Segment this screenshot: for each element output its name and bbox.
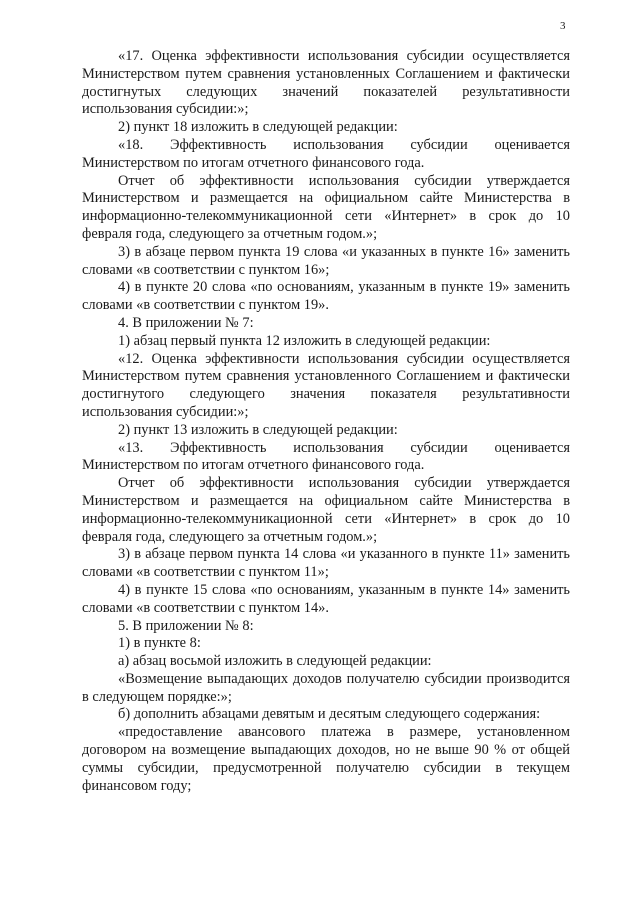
paragraph: 5. В приложении № 8: [118, 617, 254, 634]
paragraph: 4. В приложении № 7: [118, 314, 254, 331]
document-body [82, 48, 570, 795]
paragraph: «18. Эффективность использования субсидии оценивается Министерством по итогам отчетного финансового года. [82, 136, 570, 171]
paragraph: «17. Оценка эффективности использования субсидии осуществляется Министерством путем сравнения установленных Соглашением и фактически достигнутых следующих значений показателей результативности использования субсидии:»; [82, 48, 570, 118]
paragraph: «13. Эффективность использования субсидии оценивается Министерством по итогам отчетного финансового года. [82, 439, 570, 474]
paragraph: «Возмещение выпадающих доходов получателю субсидии производится в следующем порядке:»; [82, 670, 570, 705]
paragraph: Отчет об эффективности использования субсидии утверждается Министерством и размещается на официальном сайте Министерства в информационно-телекоммуникационной сети «Интернет» в срок до 10 февраля года, следующего за отчетным годом.»; [82, 475, 570, 545]
paragraph: 1) абзац первый пункта 12 изложить в следующей редакции: [118, 332, 491, 349]
paragraph: 4) в пункте 15 слова «по основаниям, указанным в пункте 14» заменить словами «в соответствии с пунктом 14». [82, 581, 570, 616]
paragraph: 2) пункт 13 изложить в следующей редакции: [118, 421, 398, 438]
paragraph: 2) пункт 18 изложить в следующей редакции: [118, 119, 398, 136]
paragraph: б) дополнить абзацами девятым и десятым следующего содержания: [118, 706, 541, 723]
paragraph: 1) в пункте 8: [118, 635, 201, 652]
paragraph: 4) в пункте 20 слова «по основаниям, указанным в пункте 19» заменить словами «в соответствии с пунктом 19». [82, 279, 570, 314]
paragraph: 3) в абзаце первом пункта 19 слова «и указанных в пункте 16» заменить словами «в соответствии с пунктом 16»; [82, 243, 570, 278]
paragraph: а) абзац восьмой изложить в следующей редакции: [118, 653, 432, 670]
paragraph: 3) в абзаце первом пункта 14 слова «и указанного в пункте 11» заменить словами «в соответствии с пунктом 11»; [82, 546, 570, 581]
paragraph: «предоставление авансового платежа в размере, установленном договором на возмещение выпадающих доходов, но не выше 90 % от общей суммы субсидии, предусмотренной получателю субсидии в текущем финансовом году; [82, 724, 570, 794]
page-number: 3 [560, 20, 566, 32]
paragraph: Отчет об эффективности использования субсидии утверждается Министерством и размещается на официальном сайте Министерства в информационно-телекоммуникационной сети «Интернет» в срок до 10 февраля года, следующего за отчетным годом.»; [82, 172, 570, 242]
paragraph: «12. Оценка эффективности использования субсидии осуществляется Министерством путем сравнения установленного Соглашением и фактически достигнутого следующего значения показателя результативности использования субсидии:»; [82, 350, 570, 420]
